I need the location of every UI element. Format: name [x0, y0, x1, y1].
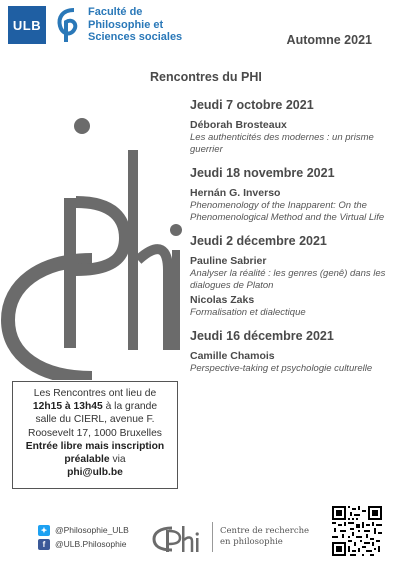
research-centre-name: [220, 526, 309, 548]
talk-title: Formalisation et dialectique: [190, 307, 306, 318]
info-line: salle du CIERL, avenue F.: [35, 414, 155, 426]
speaker-name: Déborah Brosteaux: [190, 119, 287, 131]
talk-title: Les authenticités des modernes : un prisme guerrier: [190, 132, 374, 155]
phi-logo-large: [0, 110, 185, 380]
info-prealable: préalable: [64, 454, 110, 466]
info-line: Les Rencontres ont lieu de: [33, 388, 157, 399]
phi-logo-small: [152, 522, 206, 554]
event-date: Jeudi 2 décembre 2021: [190, 234, 327, 248]
event: [190, 234, 390, 319]
info-text: à la grande: [102, 401, 158, 413]
info-line: [17, 440, 173, 453]
series-title: Rencontres du PHI: [150, 70, 262, 84]
talk: [190, 187, 390, 224]
event: [190, 329, 390, 375]
talk-title: Phenomenology of the Inapparent: On the Phenomenological Method and the Virtual Life: [190, 200, 385, 223]
ulb-logo: ULB: [8, 6, 46, 44]
centre-line: Centre de recherche: [220, 526, 310, 536]
footer-divider: [212, 522, 213, 552]
talk: [190, 294, 390, 319]
talk-title: Perspective-taking et psychologie culturelle: [190, 363, 373, 374]
talk: [190, 255, 390, 292]
info-line[interactable]: [17, 466, 173, 479]
event-date: Jeudi 16 décembre 2021: [190, 329, 334, 343]
event: [190, 166, 390, 224]
facebook-handle[interactable]: @ULB.Philosophie: [55, 539, 127, 549]
faculty-name: [88, 6, 208, 44]
events-list: [190, 98, 390, 385]
faculty-logo-icon: [52, 6, 82, 44]
event: [190, 98, 390, 156]
season-label: Automne 2021: [286, 33, 372, 47]
info-entry: Entrée libre mais inscription: [25, 440, 165, 452]
speaker-name: Nicolas Zaks: [190, 294, 255, 306]
social-links: [38, 523, 129, 551]
twitter-icon[interactable]: ✦: [38, 525, 50, 536]
talk: [190, 350, 390, 375]
faculty-line: Philosophie et: [88, 18, 164, 31]
talk: [190, 119, 390, 156]
qr-code-icon[interactable]: [332, 506, 382, 556]
info-line: [17, 400, 173, 413]
speaker-name: Camille Chamois: [190, 350, 275, 362]
speaker-name: Pauline Sabrier: [190, 255, 267, 267]
info-line: [17, 453, 173, 466]
facebook-row[interactable]: [38, 537, 129, 551]
info-box: [12, 381, 178, 489]
twitter-row[interactable]: [38, 523, 129, 537]
info-line: Roosevelt 17, 1000 Bruxelles: [28, 427, 162, 439]
centre-line: en philosophie: [220, 537, 283, 547]
speaker-name: Hernán G. Inverso: [190, 187, 281, 199]
faculty-line: Faculté de: [88, 6, 143, 18]
twitter-handle[interactable]: @Philosophie_ULB: [55, 525, 129, 535]
talk-title: Analyser la réalité : les genres (genê) dans les dialogues de Platon: [190, 268, 386, 291]
event-date: Jeudi 7 octobre 2021: [190, 98, 314, 112]
info-time: 12h15 à 13h45: [32, 401, 103, 413]
faculty-line: Sciences sociales: [88, 31, 183, 43]
event-date: Jeudi 18 novembre 2021: [190, 166, 335, 180]
facebook-icon[interactable]: f: [38, 539, 50, 550]
info-text: via: [109, 454, 126, 466]
email-link[interactable]: phi@ulb.be: [67, 467, 123, 479]
